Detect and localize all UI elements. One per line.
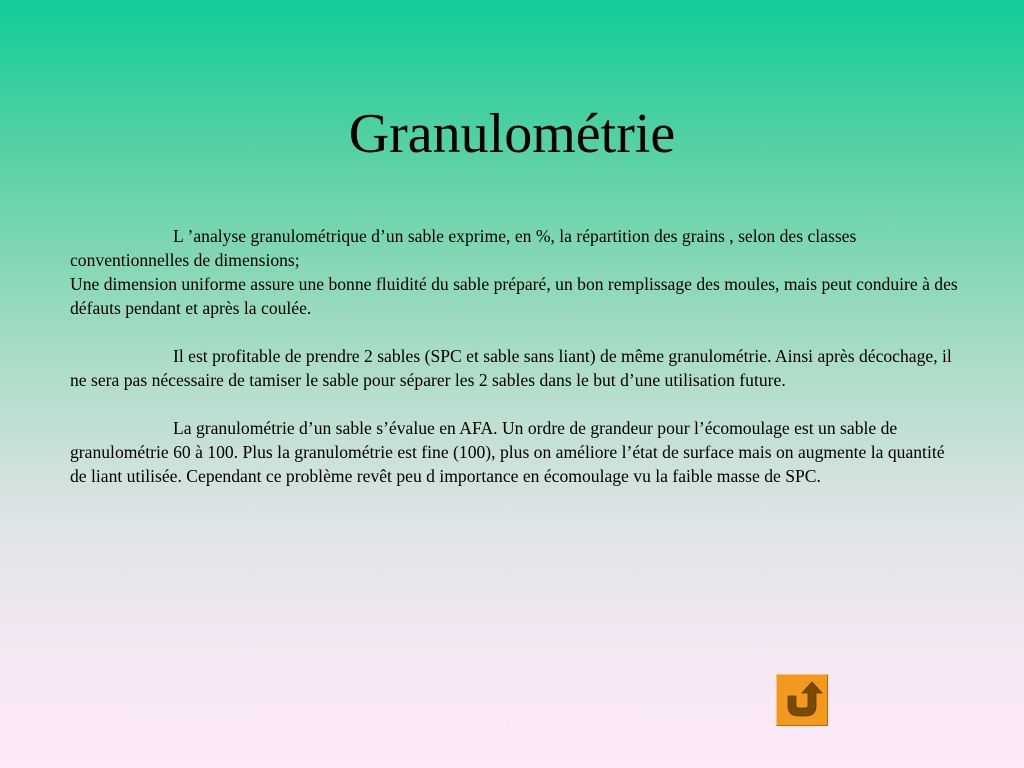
paragraph-1-continued: Une dimension uniforme assure une bonne fluidité du sable préparé, un bon remplissage des moules, mais peut conduire à des défauts pendant et après la coulée. <box>70 274 958 318</box>
paragraph-1-text: L ’analyse granulométrique d’un sable exprime, en %, la répartition des grains , selon des classes conventionnelles de dimensions; <box>70 226 857 270</box>
spacer <box>70 320 962 344</box>
paragraph-2 <box>70 344 962 392</box>
paragraph-3-text: La granulométrie d’un sable s’évalue en AFA. Un ordre de grandeur pour l’écomoulage est un sable de granulométrie 60 à 100. Plus la granulométrie est fine (100), plus on améliore l’état de surface mais on augmente la quantité de liant utilisée. Cependant ce problème revêt peu d importance en écomoulage vu la faible masse de SPC. <box>70 418 945 486</box>
spacer <box>70 392 962 416</box>
paragraph-2-text: Il est profitable de prendre 2 sables (SPC et sable sans liant) de même granulométrie. Ainsi après décochage, il ne sera pas nécessaire de tamiser le sable pour séparer les 2 sables dans le but d’une utilisation future. <box>70 346 952 390</box>
paragraph-1 <box>70 224 962 272</box>
paragraph-3 <box>70 416 962 488</box>
return-arrow-icon <box>777 675 827 725</box>
slide-title: Granulométrie <box>348 103 676 165</box>
return-button[interactable] <box>776 674 828 726</box>
slide-body <box>70 224 962 488</box>
